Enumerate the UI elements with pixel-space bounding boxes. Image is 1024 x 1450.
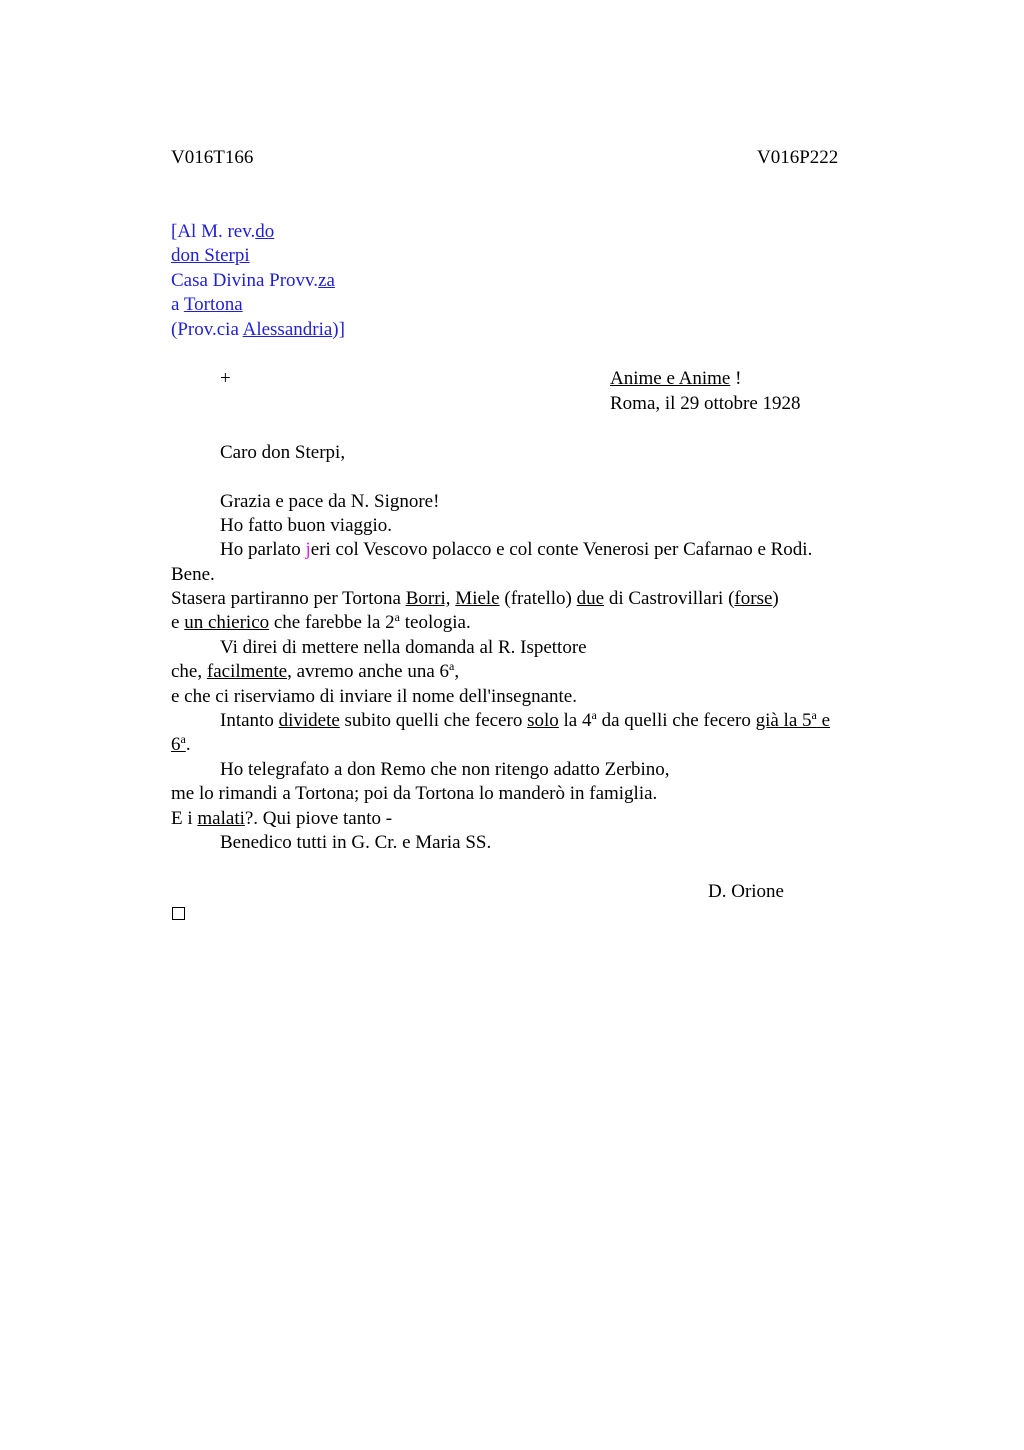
text-span: Stasera partiranno per Tortona	[171, 588, 406, 609]
text-span: da quelli che fecero	[596, 710, 756, 731]
body-line: e che ci riserviamo di inviare il nome dell'insegnante.	[171, 686, 577, 707]
address-line-4-text: a	[171, 294, 184, 315]
text-span: (fratello)	[499, 588, 577, 609]
address-line-5-text: (Prov.cia	[171, 319, 243, 340]
superscript: a	[591, 708, 597, 722]
text-underlined: malati	[197, 808, 245, 829]
text-underlined: forse	[734, 588, 773, 609]
body-line	[171, 733, 191, 758]
motto-text: Anime e Anime	[610, 368, 731, 389]
superscript: a	[811, 708, 817, 722]
address-line-3	[171, 269, 335, 294]
address-line-1	[171, 220, 274, 245]
text-underlined: già la 5	[755, 710, 812, 731]
text-span: che,	[171, 661, 207, 682]
text-span-highlight: j	[305, 539, 311, 560]
text-underlined: Miele	[455, 588, 500, 609]
address-close-bracket: )]	[332, 319, 345, 340]
body-line: Ho telegrafato a don Remo che non ritengo adatto Zerbino,	[220, 759, 670, 780]
signature: D. Orione	[708, 881, 784, 902]
body-line	[171, 587, 779, 612]
address-line-2: don Sterpi	[171, 245, 250, 266]
text-span: Ho parlato	[220, 539, 306, 560]
address-line-5	[171, 318, 345, 343]
body-line: Ho fatto buon viaggio.	[220, 515, 393, 536]
text-span: .	[185, 734, 191, 755]
document-code-left: V016T166	[171, 147, 254, 168]
address-place-tortona: Tortona	[183, 294, 243, 315]
document-code-right: V016P222	[757, 147, 839, 168]
text-span: di Castrovillari (	[604, 588, 735, 609]
superscript: a	[394, 610, 400, 624]
body-line: Grazia e pace da N. Signore!	[220, 491, 440, 512]
motto-exclaim: !	[730, 368, 742, 389]
address-line-1-abbrev: do	[255, 221, 275, 242]
body-line	[220, 538, 812, 563]
motto	[610, 367, 741, 392]
text-underlined: due	[576, 588, 605, 609]
superscript: a	[180, 732, 186, 746]
dateline: Roma, il 29 ottobre 1928	[610, 393, 801, 414]
text-span: ,	[454, 661, 460, 682]
text-span: subito quelli che fecero	[339, 710, 528, 731]
text-span: teologia.	[400, 612, 471, 633]
text-underlined-group	[756, 710, 830, 731]
body-line: Benedico tutti in G. Cr. e Maria SS.	[220, 832, 492, 853]
text-span: , avremo anche una 6	[287, 661, 450, 682]
checkbox-marker-icon	[172, 907, 185, 920]
text-underlined: Borri,	[405, 588, 451, 609]
text-span: )	[772, 588, 779, 609]
text-span: E i	[171, 808, 198, 829]
text-underlined: dividete	[278, 710, 340, 731]
salutation: Caro don Sterpi,	[220, 442, 346, 463]
body-line: me lo rimandi a Tortona; poi da Tortona lo manderò in famiglia.	[171, 783, 658, 804]
cross-symbol: +	[220, 368, 231, 389]
text-span: che farebbe la 2	[269, 612, 395, 633]
body-line	[171, 611, 471, 636]
text-span: e	[171, 612, 185, 633]
address-line-1-text: [Al M. rev.	[171, 221, 256, 242]
text-span: Intanto	[220, 710, 279, 731]
text-underlined: e	[816, 710, 831, 731]
text-span: la 4	[558, 710, 592, 731]
body-line: Bene.	[171, 564, 215, 585]
address-place-alessandria: Alessandria	[242, 319, 333, 340]
text-underlined-group	[171, 734, 186, 755]
text-underlined: un chierico	[184, 612, 270, 633]
body-line	[171, 807, 392, 832]
text-span: eri col Vescovo polacco e col conte Venerosi per Cafarnao e Rodi.	[310, 539, 813, 560]
text-underlined: 6	[171, 734, 181, 755]
text-underlined: facilmente	[206, 661, 288, 682]
body-line	[220, 709, 830, 734]
body-line	[171, 660, 459, 685]
address-line-3-text: Casa Divina Provv.	[171, 270, 319, 291]
text-underlined: solo	[527, 710, 559, 731]
address-line-3-abbrev: za	[318, 270, 335, 291]
address-line-4	[171, 293, 243, 318]
body-line: Vi direi di mettere nella domanda al R. Ispettore	[220, 637, 587, 658]
superscript: a	[449, 659, 455, 673]
text-span: ?. Qui piove tanto -	[244, 808, 393, 829]
